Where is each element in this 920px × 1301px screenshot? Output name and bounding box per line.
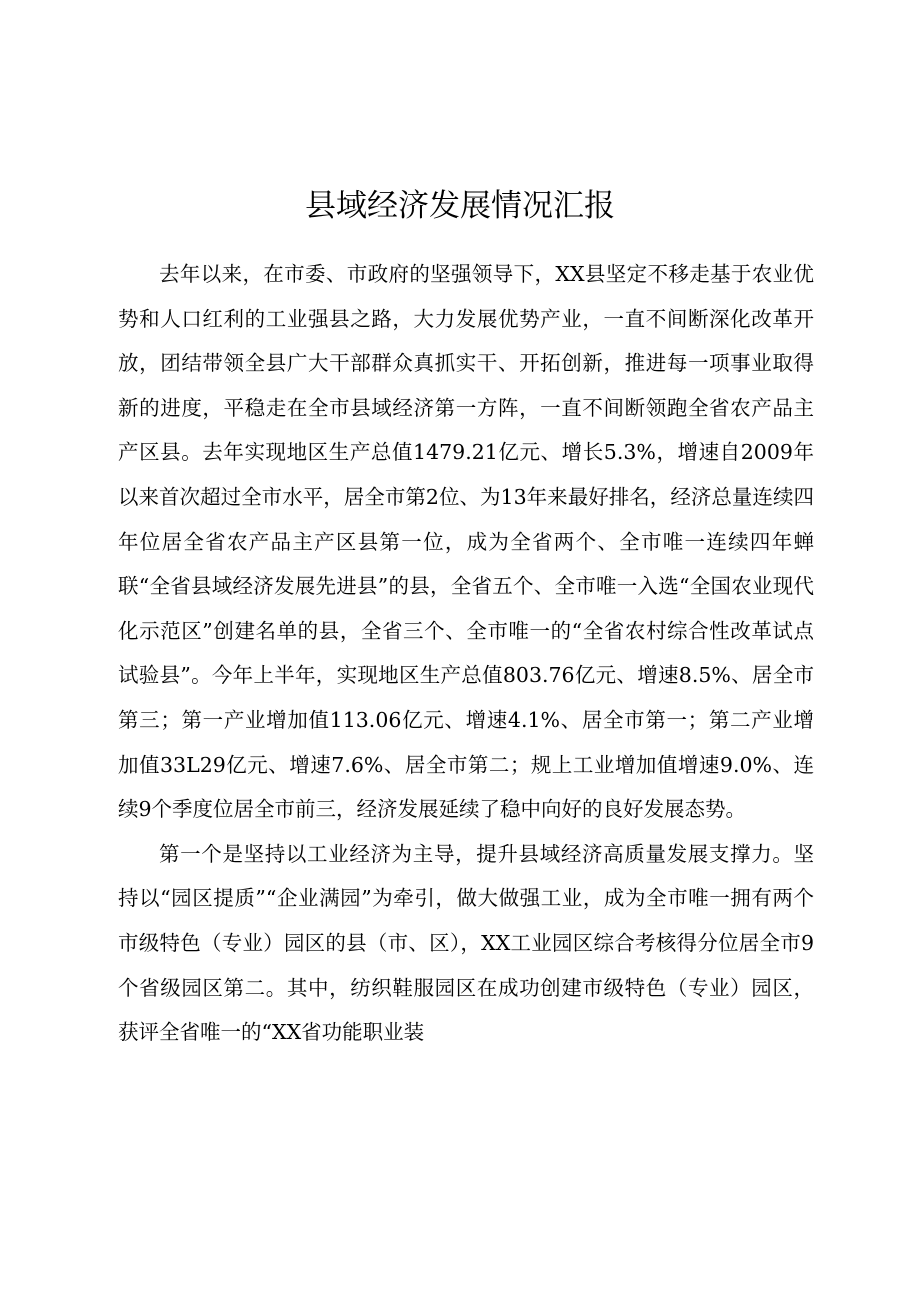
- paragraph-overview: 去年以来，在市委、市政府的坚强领导下，XX县坚定不移走基于农业优势和人口红利的工业强县之路，大力发展优势产业，一直不间断深化改革开放，团结带领全县广大干部群众真抓实干、开拓创新，推进每一项事业取得新的进度，平稳走在全市县域经济第一方阵，一直不间断领跑全省农产品主产区县。去年实现地区生产总值1479.21亿元、增长5.3%，增速自2009年以来首次超过全市水平，居全市第2位、为13年来最好排名，经济总量连续四年位居全省农产品主产区县第一位，成为全省两个、全市唯一连续四年蝉联“全省县域经济发展先进县”的县，全省五个、全市唯一入选“全国农业现代化示范区”创建名单的县，全省三个、全市唯一的“全省农村综合性改革试点试验县”。今年上半年，实现地区生产总值803.76亿元、增速8.5%、居全市第三；第一产业增加值113.06亿元、增速4.1%、居全市第一；第二产业增加值33L29亿元、增速7.6%、居全市第二；规上工业增加值增速9.0%、连续9个季度位居全市前三，经济发展延续了稳中向好的良好发展态势。: [118, 262, 814, 822]
- document-body: [118, 252, 814, 1055]
- paragraph-industry: 第一个是坚持以工业经济为主导，提升县域经济高质量发展支撑力。坚持以“园区提质”“企业满园”为牵引，做大做强工业，成为全市唯一拥有两个市级特色（专业）园区的县（市、区），XX工业园区综合考核得分位居全市9个省级园区第二。其中，纺织鞋服园区在成功创建市级特色（专业）园区，获评全省唯一的“XX省功能职业装: [118, 841, 814, 1045]
- document-title: 县域经济发展情况汇报: [305, 188, 615, 224]
